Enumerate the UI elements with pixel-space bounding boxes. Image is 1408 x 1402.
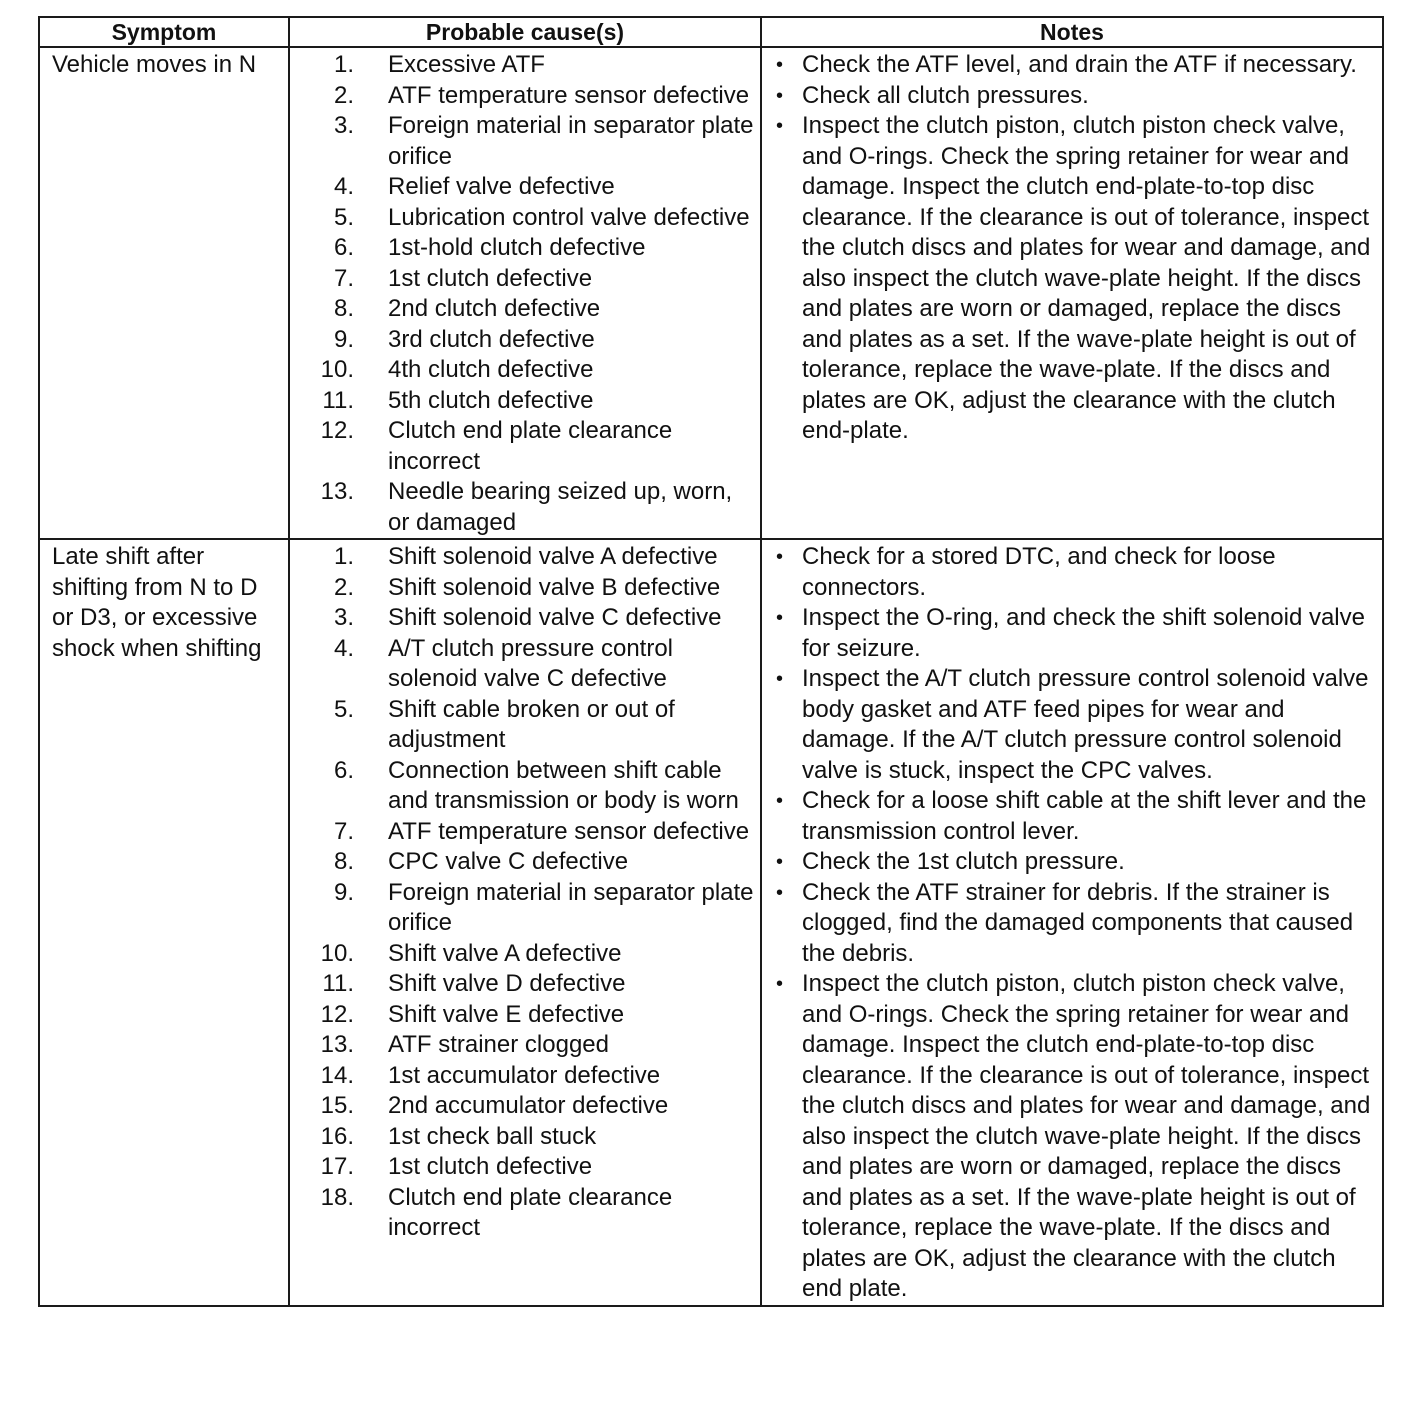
notes-list	[774, 542, 1378, 1305]
cause-item: 17. 1st clutch defective	[320, 1153, 593, 1180]
causes-cell	[289, 47, 761, 539]
note-item: • Check all clutch pressures.	[774, 81, 1378, 112]
cause-item: 18. Clutch end plate clearance incorrect	[320, 1183, 673, 1241]
cause-item: 9. 3rd clutch defective	[333, 325, 595, 353]
note-item: • Check for a stored DTC, and check for loose connectors.	[774, 542, 1378, 603]
cause-item: 3. Shift solenoid valve C defective	[333, 604, 722, 631]
table-row	[39, 47, 1383, 539]
cause-item: 16. 1st check ball stuck	[320, 1122, 597, 1150]
header-row	[39, 17, 1383, 47]
table-row	[39, 539, 1383, 1306]
bullet-icon: •	[776, 851, 784, 873]
bullet-icon: •	[776, 973, 784, 995]
cause-item: 8. CPC valve C defective	[333, 848, 629, 875]
bullet-icon: •	[776, 84, 784, 107]
bullet-icon: •	[776, 607, 784, 629]
symptom-cell: Late shift after shifting from N to D or D3, or excessive shock when shifting	[39, 539, 289, 1306]
bullet-icon: •	[776, 790, 784, 812]
cause-item: 10. Shift valve A defective	[320, 939, 622, 967]
cause-item: 10. 4th clutch defective	[320, 356, 594, 383]
note-item: • Check the 1st clutch pressure.	[774, 847, 1378, 878]
notes-list	[774, 50, 1378, 447]
bullet-icon: •	[776, 115, 784, 137]
troubleshooting-table	[38, 16, 1384, 1307]
cause-item: 6. 1st-hold clutch defective	[333, 234, 646, 261]
cause-item: 13. ATF strainer clogged	[320, 1031, 609, 1058]
notes-cell	[761, 539, 1383, 1306]
cause-item: 12. Shift valve E defective	[320, 1000, 625, 1028]
header-symptom: Symptom	[39, 17, 289, 47]
note-item: • Inspect the O-ring, and check the shift solenoid valve for seizure.	[774, 603, 1378, 664]
bullet-icon: •	[776, 881, 784, 904]
note-item: • Check the ATF strainer for debris. If the strainer is clogged, find the damaged components that caused the debris.	[774, 878, 1378, 970]
bullet-icon: •	[776, 54, 784, 76]
note-item: • Inspect the clutch piston, clutch piston check valve, and O-rings. Check the spring retainer for wear and damage. Inspect the clutch end-plate-to-top disc clearance. If the clearance is out of tolerance, inspect the clutch discs and plates for wear and damage, and also inspect the clutch wave-plate height. If the discs and plates are worn or damaged, replace the discs and plates as a set. If the wave-plate height is out of tolerance, replace the wave-plate. If the discs and plates are OK, adjust the clearance with the clutch end plate.	[774, 969, 1378, 1305]
cause-item: 5. Lubrication control valve defective	[333, 203, 750, 231]
cause-item: 5. Shift cable broken or out of adjustment	[333, 695, 675, 753]
cause-item: 7. ATF temperature sensor defective	[333, 817, 750, 845]
cause-item: 9. Foreign material in separator plate orifice	[333, 878, 754, 936]
troubleshooting-sheet	[38, 16, 1382, 1307]
cause-item: 12. Clutch end plate clearance incorrect	[320, 417, 673, 475]
cause-item: 1. Shift solenoid valve A defective	[333, 543, 718, 570]
cause-item: 11. 5th clutch defective	[322, 386, 594, 414]
notes-cell	[761, 47, 1383, 539]
cause-item: 2. Shift solenoid valve B defective	[333, 573, 721, 601]
cause-item: 4. Relief valve defective	[333, 173, 615, 200]
cause-item: 6. Connection between shift cable and transmission or body is worn	[333, 756, 739, 814]
bullet-icon: •	[776, 668, 784, 690]
header-probable-causes: Probable cause(s)	[289, 17, 761, 47]
bullet-icon: •	[776, 546, 784, 568]
cause-item: 1. Excessive ATF	[333, 51, 545, 78]
header-notes: Notes	[761, 17, 1383, 47]
note-item: • Inspect the A/T clutch pressure control solenoid valve body gasket and ATF feed pipes for wear and damage. If the A/T clutch pressure control solenoid valve is stuck, inspect the CPC valves.	[774, 664, 1378, 786]
cause-item: 11. Shift valve D defective	[322, 970, 626, 997]
cause-item: 7. 1st clutch defective	[333, 264, 593, 292]
note-item: • Check the ATF level, and drain the ATF if necessary.	[774, 50, 1378, 81]
note-item: • Check for a loose shift cable at the shift lever and the transmission control lever.	[774, 786, 1378, 847]
cause-item: 14. 1st accumulator defective	[320, 1061, 661, 1089]
symptom-cell: Vehicle moves in N	[39, 47, 289, 539]
causes-cell	[289, 539, 761, 1306]
cause-item: 3. Foreign material in separator plate orifice	[333, 112, 754, 170]
cause-item: 2. ATF temperature sensor defective	[333, 81, 750, 109]
cause-item: 13. Needle bearing seized up, worn, or damaged	[320, 478, 733, 536]
cause-item: 8. 2nd clutch defective	[333, 295, 601, 322]
note-item: • Inspect the clutch piston, clutch piston check valve, and O-rings. Check the spring retainer for wear and damage. Inspect the clutch end-plate-to-top disc clearance. If the clearance is out of tolerance, inspect the clutch discs and plates for wear and damage, and also inspect the clutch wave-plate height. If the discs and plates are worn or damaged, replace the discs and plates as a set. If the wave-plate height is out of tolerance, replace the wave-plate. If the discs and plates are OK, adjust the clearance with the clutch end-plate.	[774, 111, 1378, 447]
causes-list	[302, 542, 756, 1244]
cause-item: 4. A/T clutch pressure control solenoid valve C defective	[333, 634, 674, 692]
cause-item: 15. 2nd accumulator defective	[320, 1092, 669, 1119]
causes-list	[302, 50, 756, 538]
